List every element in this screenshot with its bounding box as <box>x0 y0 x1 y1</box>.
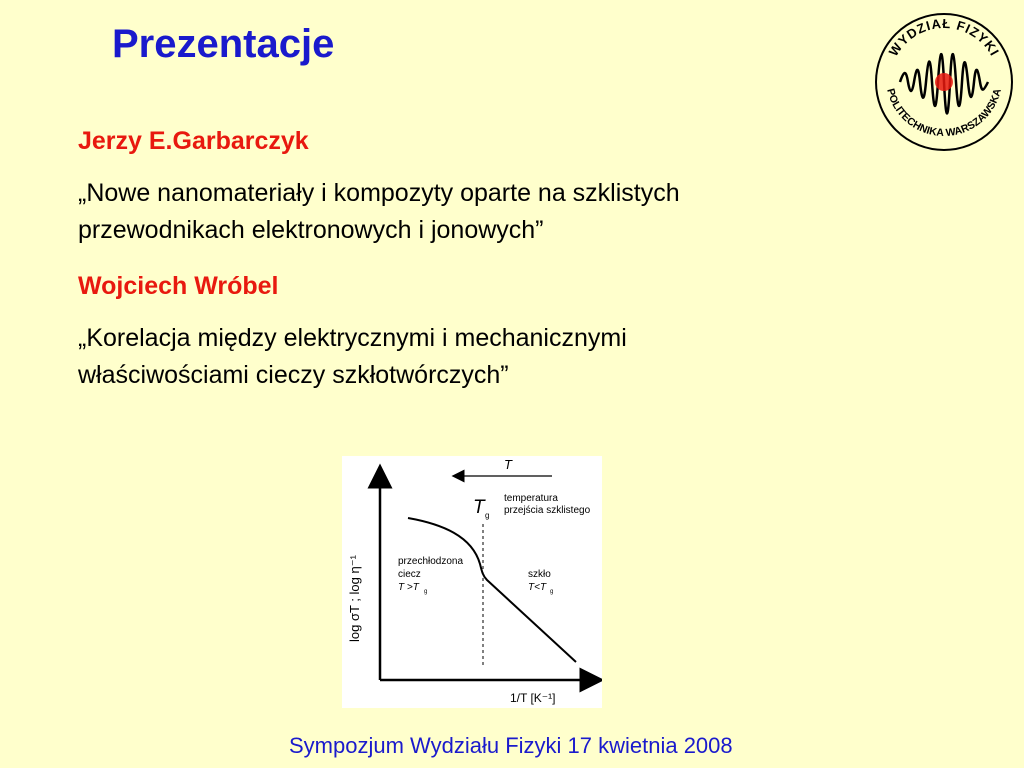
faculty-logo <box>872 10 1016 154</box>
x-axis-label: 1/T [K⁻¹] <box>510 691 556 705</box>
presentation-title-line: „Nowe nanomateriały i kompozyty oparte na szklistych <box>78 179 680 207</box>
author-name: Wojciech Wróbel <box>78 272 279 300</box>
presentation-title <box>78 320 878 394</box>
left-region-label: przechłodzona <box>398 556 464 567</box>
glass-transition-diagram <box>342 456 602 708</box>
right-region-condition: T<T <box>528 582 547 593</box>
right-region-condition-sub: g <box>550 589 554 595</box>
tg-label: T <box>473 497 485 518</box>
right-region-label: szkło <box>528 569 551 580</box>
left-region-condition: T >T <box>398 582 419 593</box>
left-region-condition-sub: g <box>424 589 428 595</box>
presentation-title-line: właściwościami cieczy szkłotwórczych” <box>78 361 509 389</box>
y-axis-label: log σT ; log η⁻¹ <box>347 555 362 642</box>
tg-description-line1: temperatura <box>504 493 558 504</box>
logo-top-text: WYDZIAŁ FIZYKI <box>885 15 1003 59</box>
presentation-title-line: „Korelacja między elektrycznymi i mechanicznymi <box>78 324 627 352</box>
slide-title: Prezentacje <box>112 22 335 66</box>
logo-bottom-text: POLITECHNIKA WARSZAWSKA <box>884 87 1004 140</box>
slide-footer: Sympozjum Wydziału Fizyki 17 kwietnia 2008 <box>289 733 733 758</box>
tg-label-sub: g <box>485 511 490 520</box>
author-name: Jerzy E.Garbarczyk <box>78 127 309 155</box>
top-axis-label: T <box>504 457 512 472</box>
logo-center-dot <box>935 73 953 91</box>
left-region-label: ciecz <box>398 569 421 580</box>
tg-description-line2: przejścia szklistego <box>504 505 591 516</box>
presentation-title-line: przewodnikach elektronowych i jonowych” <box>78 216 544 244</box>
presentation-title <box>78 175 878 249</box>
